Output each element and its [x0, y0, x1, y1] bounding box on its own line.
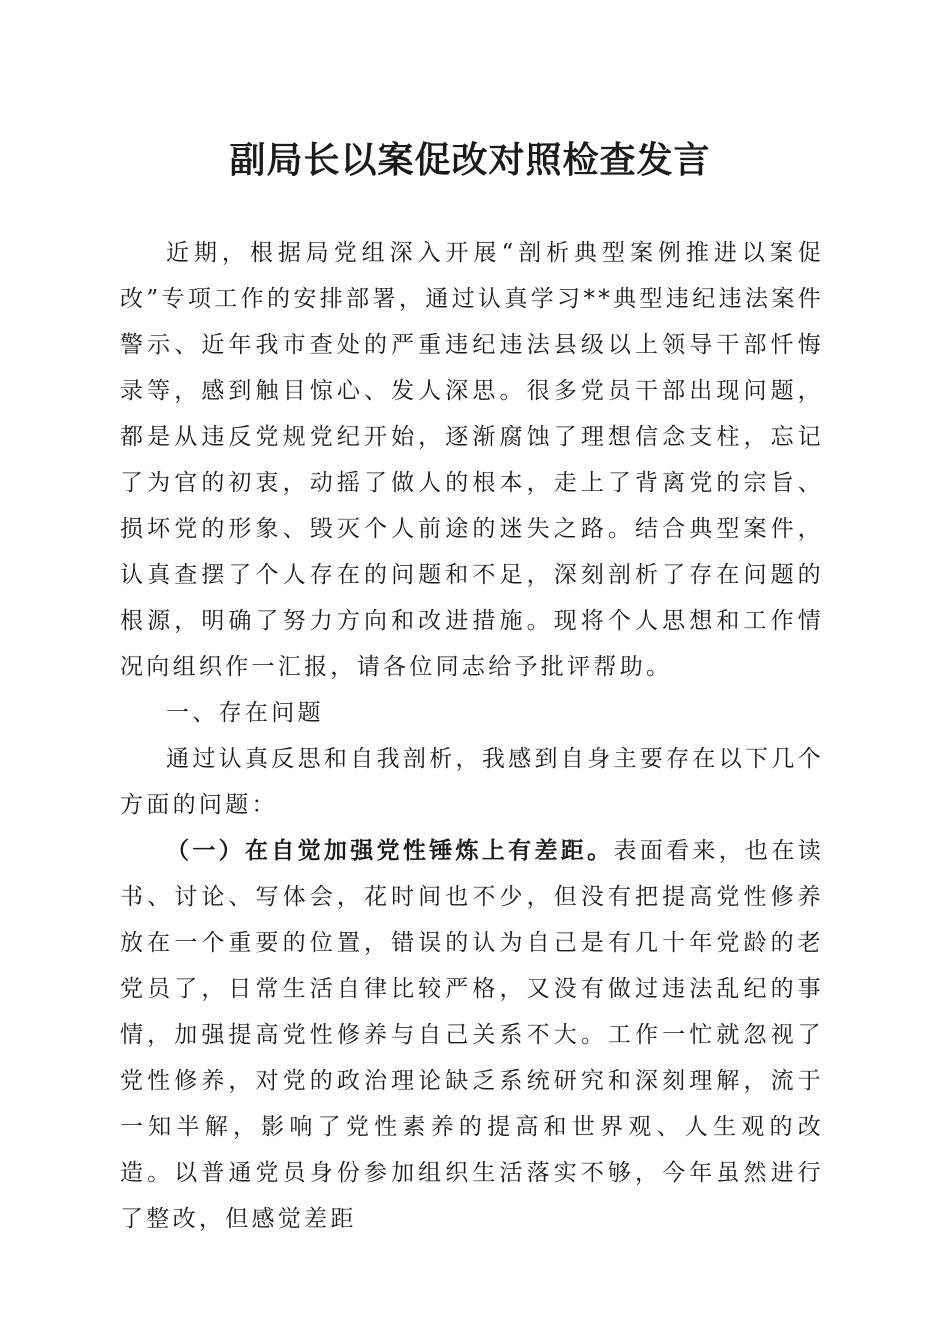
item-1-text: 表面看来，也在读书、讨论、写体会，花时间也不少，但没有把提高党性修养放在一个重要的位置，错误的认为自己是有几十年党龄的老党员了，日常生活自律比较严格，又没有做过违法乱纪的事情，加强提高党性修养与自己关系不大。工作一忙就忽视了党性修养，对党的政治理论缺乏系统研究和深刻理解，流于一知半解，影响了党性素养的提高和世界观、人生观的改造。以普通党员身份参加组织生活落实不够，今年虽然进行了整改，但感觉差距: [120, 838, 824, 1232]
paragraph-item-1: [120, 828, 824, 1242]
paragraph-overview: 通过认真反思和自我剖析，我感到自身主要存在以下几个方面的问题：: [120, 746, 824, 818]
paragraph-intro: 近期，根据局党组深入开展“剖析典型案例推进以案促改”专项工作的安排部署，通过认真学习**典型违纪违法案件警示、近年我市查处的严重违纪违法县级以上领导干部忏悔录等，感到触目惊心、发人深思。很多党员干部出现问题，都是从违反党规党纪开始，逐渐腐蚀了理想信念支柱，忘记了为官的初衷，动摇了做人的根本，走上了背离党的宗旨、损坏党的形象、毁灭个人前途的迷失之路。结合典型案件，认真查摆了个人存在的问题和不足，深刻剖析了存在问题的根源，明确了努力方向和改进措施。现将个人思想和工作情况向组织作一汇报，请各位同志给予批评帮助。: [120, 240, 824, 680]
section-heading-problems: 一、存在问题: [166, 700, 324, 726]
document-body: [120, 230, 824, 1242]
item-1-lead: （一）在自觉加强党性锤炼上有差距。: [166, 837, 614, 864]
document-title: 副局长以案促改对照检查发言: [229, 139, 711, 181]
